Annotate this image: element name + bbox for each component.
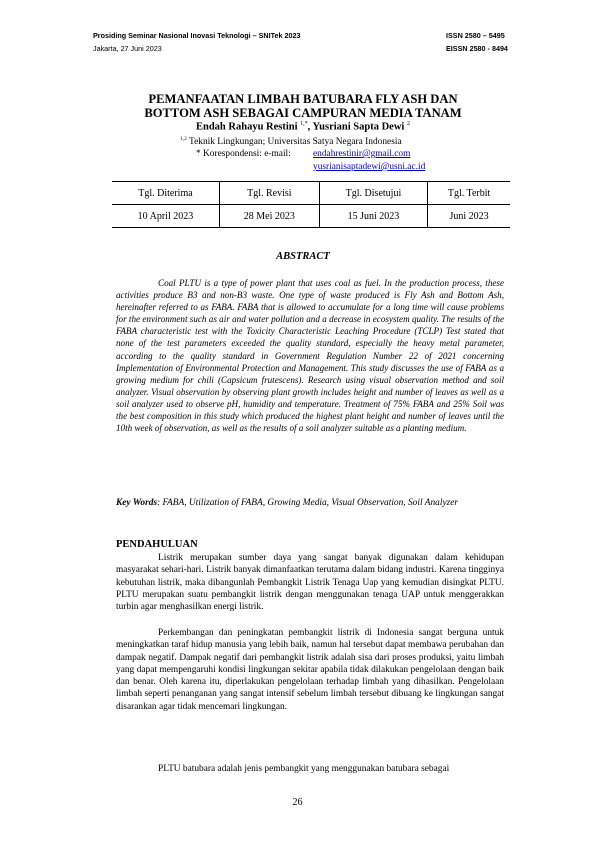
paper-title [93, 92, 513, 120]
correspondence-label: * Korespondensi: e-mail: [196, 149, 291, 159]
proceedings-name: Prosiding Seminar Nasional Inovasi Teknologi – SNITek 2023 [93, 31, 301, 40]
keywords [116, 498, 506, 510]
header-revised: Tgl. Revisi [219, 182, 319, 205]
date-revised: 28 Mei 2023 [219, 205, 319, 228]
title-line-2: BOTTOM ASH SEBAGAI CAMPURAN MEDIA TANAM [144, 106, 462, 120]
author-2: Yusriani Sapta Dewi [312, 121, 407, 133]
date-accepted: 15 Juni 2023 [319, 205, 427, 228]
affiliation [180, 136, 402, 147]
author-1: Endah Rahayu Restini [196, 121, 301, 133]
email-link-2[interactable]: yusrianisaptadewi@usni.ac.id [313, 162, 426, 172]
authors [93, 121, 513, 133]
author-separator: , [307, 121, 313, 133]
intro-paragraph-2: Perkembangan dan peningkatan pembangkit listrik di Indonesia sangat berguna untuk meningkatkan taraf hidup manusia yang lebih baik, namun hal tersebut dapat membawa perubahan dan dampak negatif. Dampak negatif dari pembangkit listrik adalah sisa dari proses produksi, yaitu limbah yang dapat mempengaruhi kondisi lingkungan sekitar apabila tidak dilakukan pengelolaan dengan baik dan benar. Oleh karena itu, diperlakukan pengelolaan terhadap limbah yang dihasilkan. Pengelolaan limbah seperti penanganan yang sangat intensif sebelum limbah tersebut dibuang ke lingkungan sangat disarankan agar tidak mencemari lingkungan. [116, 628, 504, 712]
intro-paragraph-1: Listrik merupakan sumber daya yang sangat banyak digunakan dalam kehidupan masyarakat sehari-hari. Listrik banyak dimanfaatkan terutama dalam bidang industri. Karena tingginya kebutuhan listrik, maka dibangunlah Pembangkit Listrik Tenaga Uap yang kemudian disingkat PLTU. PLTU merupakan suatu pembangkit listrik dengan menggunakan tenaga UAP untuk menggerakkan turbin agar menghasilkan energi listrik. [116, 553, 504, 613]
keywords-text: : FABA, Utilization of FABA, Growing Media, Visual Observation, Soil Analyzer [157, 498, 459, 508]
header-received: Tgl. Diterima [112, 182, 219, 205]
eissn: EISSN 2580 - 8494 [446, 43, 508, 53]
running-header-left [93, 30, 300, 55]
section-heading-introduction: PENDAHULUAN [116, 539, 198, 550]
author-2-sup: 2 [406, 121, 410, 127]
author-1-sup: 1,* [300, 121, 308, 127]
title-line-1: PEMANFAATAN LIMBAH BATUBARA FLY ASH DAN [148, 92, 458, 106]
email-link-1[interactable]: endahrestinir@gmail.com [313, 149, 411, 159]
conference-date: Jakarta, 27 Juni 2023 [93, 43, 162, 53]
header-accepted: Tgl. Disetujui [319, 182, 427, 205]
dates-value-row [112, 205, 510, 228]
abstract-heading: ABSTRACT [276, 251, 330, 262]
dates-table [112, 181, 510, 228]
page-number: 26 [292, 797, 303, 808]
keywords-label: Key Words [116, 498, 158, 508]
issn: ISSN 2580 – 5495 [446, 31, 505, 40]
date-published: Juni 2023 [428, 205, 510, 228]
abstract-text: Coal PLTU is a type of power plant that uses coal as fuel. In the production process, these activities produce B3 and non-B3 waste. One type of waste produced is Fly Ash and Bottom Ash, hereinafter referred to as FABA. FABA that is allowed to accumulate for a long time will cause problems for the environment such as air and water pollution and a decrease in ecosystem quality. The results of the FABA characteristic test with the Toxicity Characteristic Leaching Procedure (TCLP) Test stated that none of the test parameters exceeded the quality standard, especially the heavy metal parameter, according to the quality standard in Government Regulation Number 22 of 2021 concerning Implementation of Environmental Protection and Management. This study discusses the use of FABA as a growing medium for chili (Capsicum frutescens). Research using visual observation method and soil analyzer. Visual observation by observing plant growth includes height and number of leaves as well as a soil analyzer used to observe pH, humidity and temperature. Treatment of 75% FABA and 25% Soil was the best composition in this study which produced the highest plant height and number of leaves until the 10th week of observation, as well as the results of a soil analyzer suitable as a planting medium. [116, 278, 504, 434]
dates-header-row [112, 182, 510, 205]
affiliation-text: Teknik Lingkungan; Universitas Satya Negara Indonesia [186, 137, 402, 148]
affiliation-sup: 1,2 [180, 136, 187, 142]
intro-paragraph-3: PLTU batubara adalah jenis pembangkit yang menggunakan batubara sebagai [158, 764, 450, 774]
header-published: Tgl. Terbit [428, 182, 510, 205]
date-received: 10 April 2023 [112, 205, 219, 228]
running-header-right [446, 30, 508, 55]
